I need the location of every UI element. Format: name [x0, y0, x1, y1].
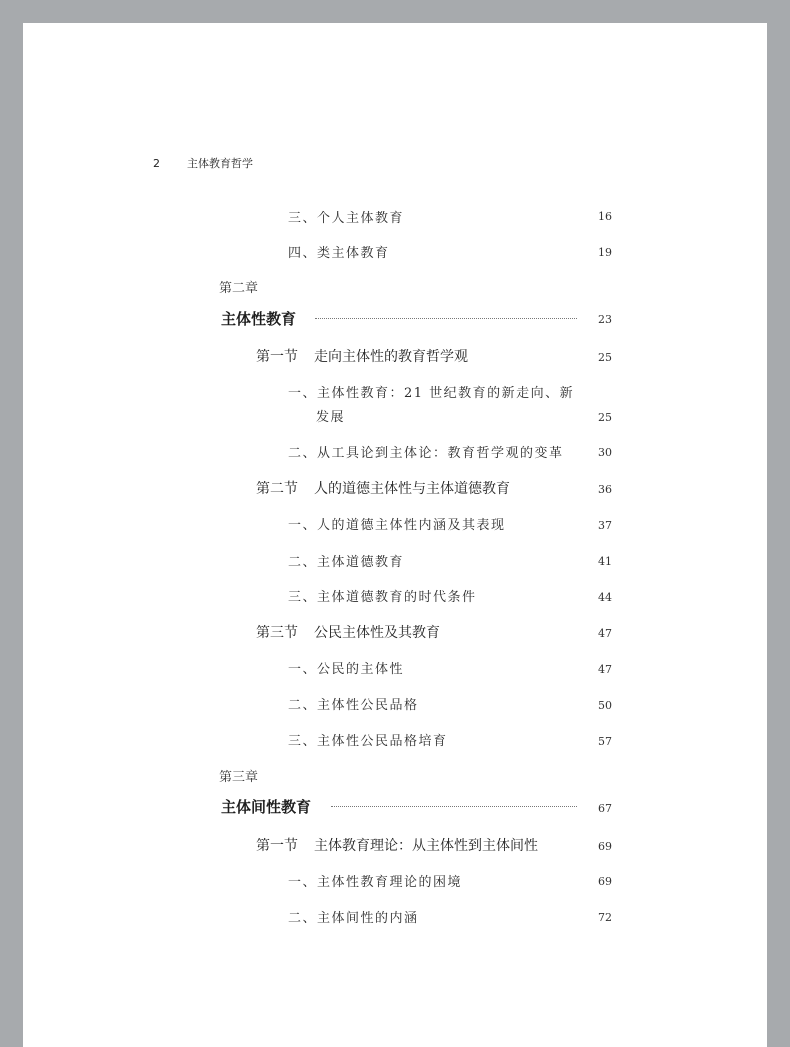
toc-entry: 一、人的道德主体性内涵及其表现: [288, 518, 506, 533]
toc-page-number: 19: [598, 246, 612, 259]
toc-page-number: 47: [598, 663, 612, 676]
toc-page-number: 47: [598, 627, 612, 640]
section-title: 主体教育理论：从主体性到主体间性: [314, 838, 538, 854]
toc-page-number: 44: [598, 591, 612, 604]
chapter-title: 主体性教育: [221, 310, 297, 328]
section-entry: [256, 622, 440, 642]
toc-page-number: 16: [598, 210, 612, 223]
chapter-label: 第二章: [219, 281, 259, 296]
section-number: 第一节: [256, 349, 298, 365]
dot-leader: [315, 318, 577, 319]
toc-page-number: 72: [598, 911, 612, 924]
toc-entry: 四、类主体教育: [288, 246, 390, 261]
section-number: 第三节: [256, 625, 298, 641]
toc-page-number: 30: [598, 446, 612, 459]
toc-entry: 三、个人主体教育: [288, 211, 405, 226]
section-title: 走向主体性的教育哲学观: [314, 349, 468, 365]
toc-page-number: 50: [598, 699, 612, 712]
header-book-title: 主体教育哲学: [187, 157, 253, 170]
chapter-label: 第三章: [219, 770, 259, 785]
toc-page-number: 37: [598, 519, 612, 532]
toc-page-number: 36: [598, 483, 612, 496]
section-entry: [256, 835, 538, 855]
section-number: 第二节: [256, 481, 298, 497]
running-header: [153, 155, 253, 171]
book-page: [23, 23, 767, 1047]
toc-page-number: 23: [598, 313, 612, 326]
toc-page-number: 41: [598, 555, 612, 568]
toc-entry: 一、主体性教育：21 世纪教育的新走向、新: [288, 386, 575, 401]
toc-entry: 一、主体性教育理论的困境: [288, 875, 463, 890]
toc-page-number: 25: [598, 351, 612, 364]
toc-page-number: 57: [598, 735, 612, 748]
toc-entry: 二、主体间性的内涵: [288, 911, 419, 926]
dot-leader: [331, 806, 577, 807]
section-title: 公民主体性及其教育: [314, 625, 440, 641]
toc-page-number: 69: [598, 875, 612, 888]
toc-entry-continuation: 发展: [316, 410, 346, 425]
toc-entry: 二、从工具论到主体论：教育哲学观的变革: [288, 446, 564, 461]
chapter-title: 主体间性教育: [221, 798, 312, 816]
section-entry: [256, 478, 510, 498]
header-page-number: 2: [153, 157, 160, 170]
toc-page-number: 25: [598, 411, 612, 424]
section-entry: [256, 346, 468, 366]
toc-entry: 三、主体道德教育的时代条件: [288, 590, 477, 605]
toc-entry: 二、主体道德教育: [288, 555, 405, 570]
section-number: 第一节: [256, 838, 298, 854]
toc-entry: 二、主体性公民品格: [288, 698, 419, 713]
toc-page-number: 67: [598, 802, 612, 815]
toc-page-number: 69: [598, 840, 612, 853]
toc-entry: 一、公民的主体性: [288, 662, 405, 677]
section-title: 人的道德主体性与主体道德教育: [314, 481, 510, 497]
toc-entry: 三、主体性公民品格培育: [288, 734, 448, 749]
